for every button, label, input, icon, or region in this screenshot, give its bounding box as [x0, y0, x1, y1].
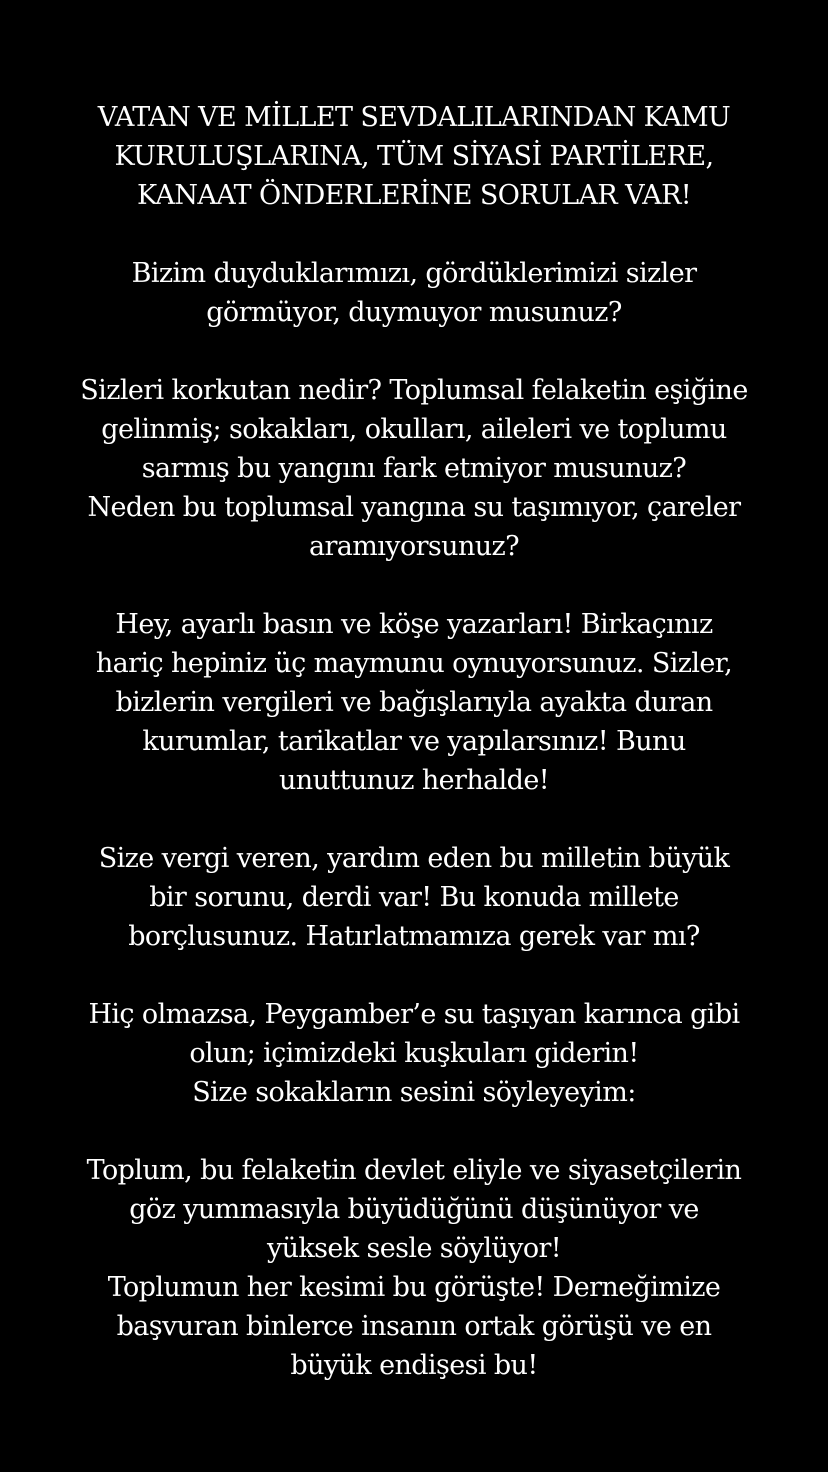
story-paragraph [40, 995, 788, 1112]
story-line: gelinmiş; sokakları, okulları, aileleri ve toplumu [101, 414, 727, 445]
story-line: Toplum, bu felaketin devlet eliyle ve siyasetçilerin [86, 1155, 742, 1186]
story-line: başvuran binlerce insanın ortak görüşü ve en [116, 1311, 712, 1342]
story-line: Hiç olmazsa, Peygamber’e su taşıyan karınca gibi [88, 999, 740, 1030]
story-line: borçlusunuz. Hatırlatmamıza gerek var mı? [128, 921, 700, 952]
story-line: unuttunuz herhalde! [279, 765, 549, 796]
story-line: aramıyorsunuz? [308, 531, 520, 562]
story-paragraph [40, 1151, 788, 1385]
story-line: Bizim duyduklarımızı, gördüklerimizi sizler [131, 258, 697, 289]
story-line: sarmış bu yangını fark etmiyor musunuz? [141, 453, 687, 484]
story-line: bizlerin vergileri ve bağışlarıyla ayakta duran [115, 687, 713, 718]
story-line: bir sorunu, derdi var! Bu konuda millete [149, 882, 679, 913]
story-line: Toplumun her kesimi bu görüşte! Derneğimize [107, 1272, 721, 1303]
story-line: Size vergi veren, yardım eden bu milletin büyük [98, 843, 730, 874]
story-line: yüksek sesle söylüyor! [266, 1233, 562, 1264]
story-text-container [0, 98, 828, 1424]
story-paragraph [40, 254, 788, 332]
story-line: görmüyor, duymuyor musunuz? [206, 297, 622, 328]
story-line: Hey, ayarlı basın ve köşe yazarları! Birkaçınız [115, 609, 713, 640]
story-line: Sizleri korkutan nedir? Toplumsal felaketin eşiğine [80, 375, 748, 406]
story-line: Size sokakların sesini söyleyeyim: [192, 1077, 636, 1108]
story-line: Neden bu toplumsal yangına su taşımıyor, çareler [87, 492, 741, 523]
story-paragraph [40, 371, 788, 566]
story-line: olun; içimizdeki kuşkuları giderin! [189, 1038, 639, 1069]
story-paragraph [40, 605, 788, 800]
story-line: KURULUŞLARINA, TÜM SİYASİ PARTİLERE, [114, 141, 714, 172]
story-line: büyük endişesi bu! [290, 1350, 538, 1381]
story-line: kurumlar, tarikatlar ve yapılarsınız! Bunu [142, 726, 686, 757]
story-line: KANAAT ÖNDERLERİNE SORULAR VAR! [136, 180, 692, 211]
story-paragraph [40, 839, 788, 956]
story-line: göz yummasıyla büyüdüğünü düşünüyor ve [129, 1194, 699, 1225]
story-paragraph [40, 98, 788, 215]
story-line: hariç hepiniz üç maymunu oynuyorsunuz. Sizler, [95, 648, 733, 679]
story-line: VATAN VE MİLLET SEVDALILARINDAN KAMU [97, 102, 731, 133]
